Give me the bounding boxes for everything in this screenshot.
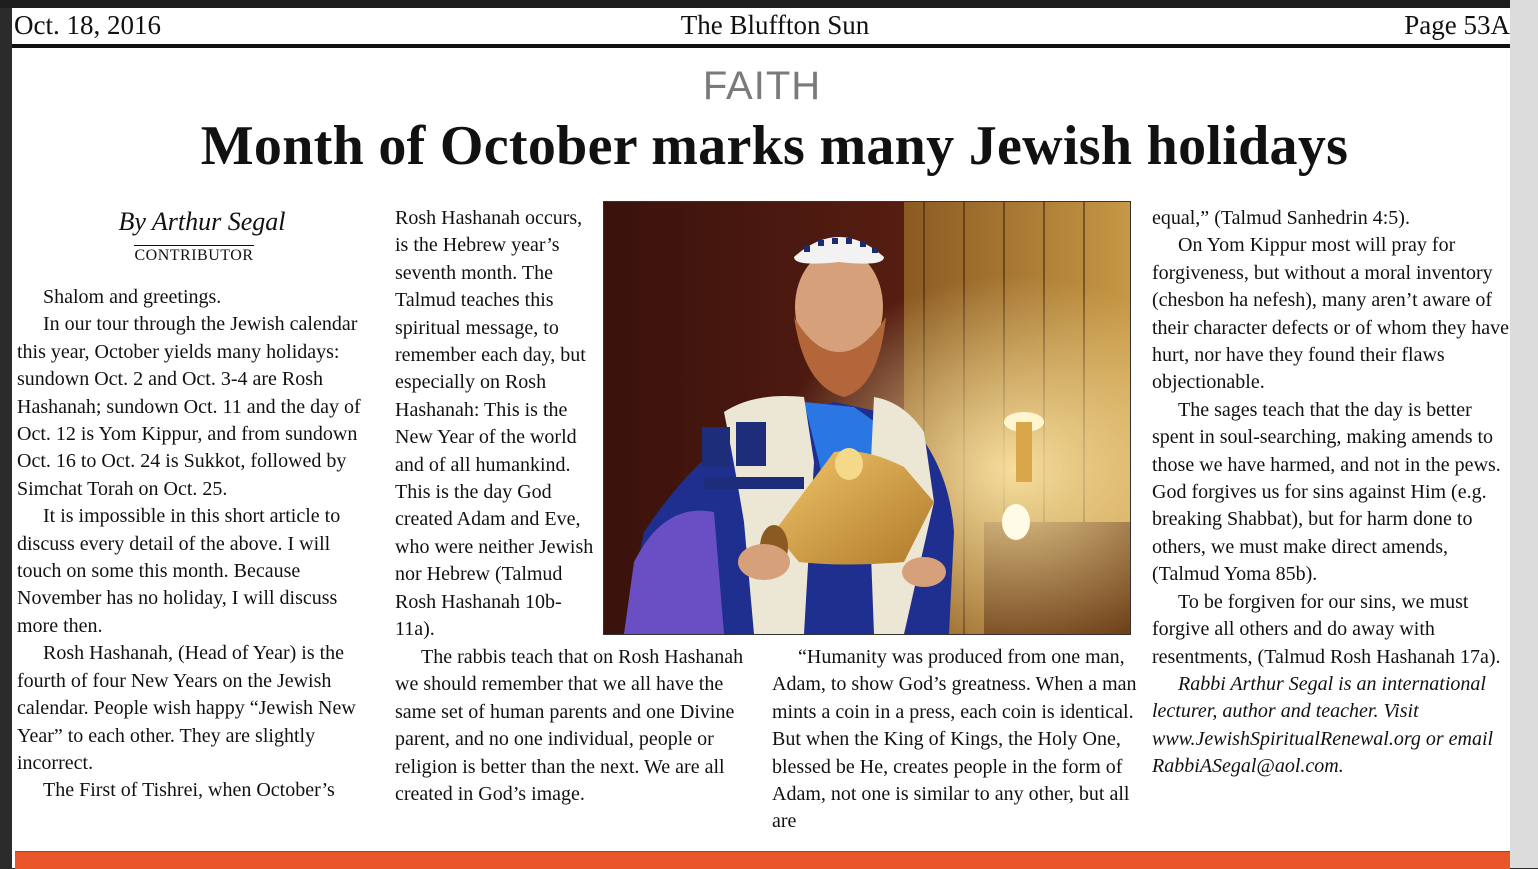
byline-role: CONTRIBUTOR [134,247,254,264]
paragraph: “Humanity was produced from one man, Adam, to show God’s greatness. When a man mints a coin in a press, each coin is identical. But when the King of Kings, the Holy One, blessed be He, creates people in the form of Adam, not one is similar to any other, but all are [772,646,1137,833]
paragraph: In our tour through the Jewish calendar this year, October yields many holidays: sundown Oct. 2 and Oct. 3-4 are Rosh Hashanah; sundown Oct. 11 and the day of Oct. 12 is Yom Kippur, and from sundown Oct. 16 to Oct. 24 is Sukkot, followed by Simchat Torah on Oct. 25. [17,313,361,500]
issue-date: Oct. 18, 2016 [14,10,161,40]
advertisement-bar [15,851,1510,869]
column-3 [772,644,1142,836]
paragraph: On Yom Kippur most will pray for forgiveness, but without a moral inventory (chesbon ha nefesh), many aren’t aware of their character defects or of whom they have hurt, nor have they found their flaws objectionable. [1152,234,1510,394]
photo-illustration [604,202,1130,634]
paragraph: It is impossible in this short article to discuss every detail of the above. I will touch on some this month. Because November has no holiday, I will discuss more then. [17,505,341,637]
byline: By Arthur Segal [118,207,286,236]
paragraph: The rabbis teach that on Rosh Hashanah we should remember that we all have the same set of human parents and one Divine parent, and no one individual, people or religion is better than the next. We are all created in God’s image. [395,646,744,806]
window-frame-top [0,0,1538,8]
rabbi-photo [603,201,1131,635]
paragraph: equal,” (Talmud Sanhedrin 4:5). [1152,207,1410,229]
paragraph: To be forgiven for our sins, we must forgive all others and do away with resentments, (Talmud Rosh Hashanah 17a). [1152,590,1501,668]
page-folio [12,8,1510,42]
column-2-bottom [395,644,765,808]
page-number: Page 53A [1404,10,1510,40]
column-4 [1152,205,1512,781]
paragraph: The sages teach that the day is better spent in soul-searching, making amends to those we have harmed, and not in the pews. God forgives us for sins against Him (e.g. breaking Shabbat), but for harm done to others, we must make direct amends, (Talmud Yoma 85b). [1152,398,1501,586]
column-2-top [395,205,600,644]
newspaper-page [12,8,1510,868]
column-1 [17,284,367,805]
section-kicker: FAITH [702,64,822,108]
folio-rule [12,44,1510,48]
paragraph: The First of Tishrei, when October’s [43,779,335,802]
newspaper-name: The Bluffton Sun [680,10,870,40]
author-bio: Rabbi Arthur Segal is an international lecturer, author and teacher. Visit www.JewishSpiritualRenewal.org or email RabbiASegal@aol.com. [1152,672,1494,778]
paragraph: Rosh Hashanah occurs, is the Hebrew year’s seventh month. The Talmud teaches this spiritual message, to remember each day, but especially on Rosh Hashanah: This is the New Year of the world and of all humankind. This is the day God created Adam and Eve, who were neither Jewish nor Hebrew (Talmud Rosh Hashanah 10b-11a). [395,207,594,641]
paragraph: Shalom and greetings. [43,286,222,308]
paragraph: Rosh Hashanah, (Head of Year) is the fourth of four New Years on the Jewish calendar. People wish happy “Jewish New Year” to each other. They are slightly incorrect. [17,642,356,774]
article-headline: Month of October marks many Jewish holidays [200,115,1349,177]
